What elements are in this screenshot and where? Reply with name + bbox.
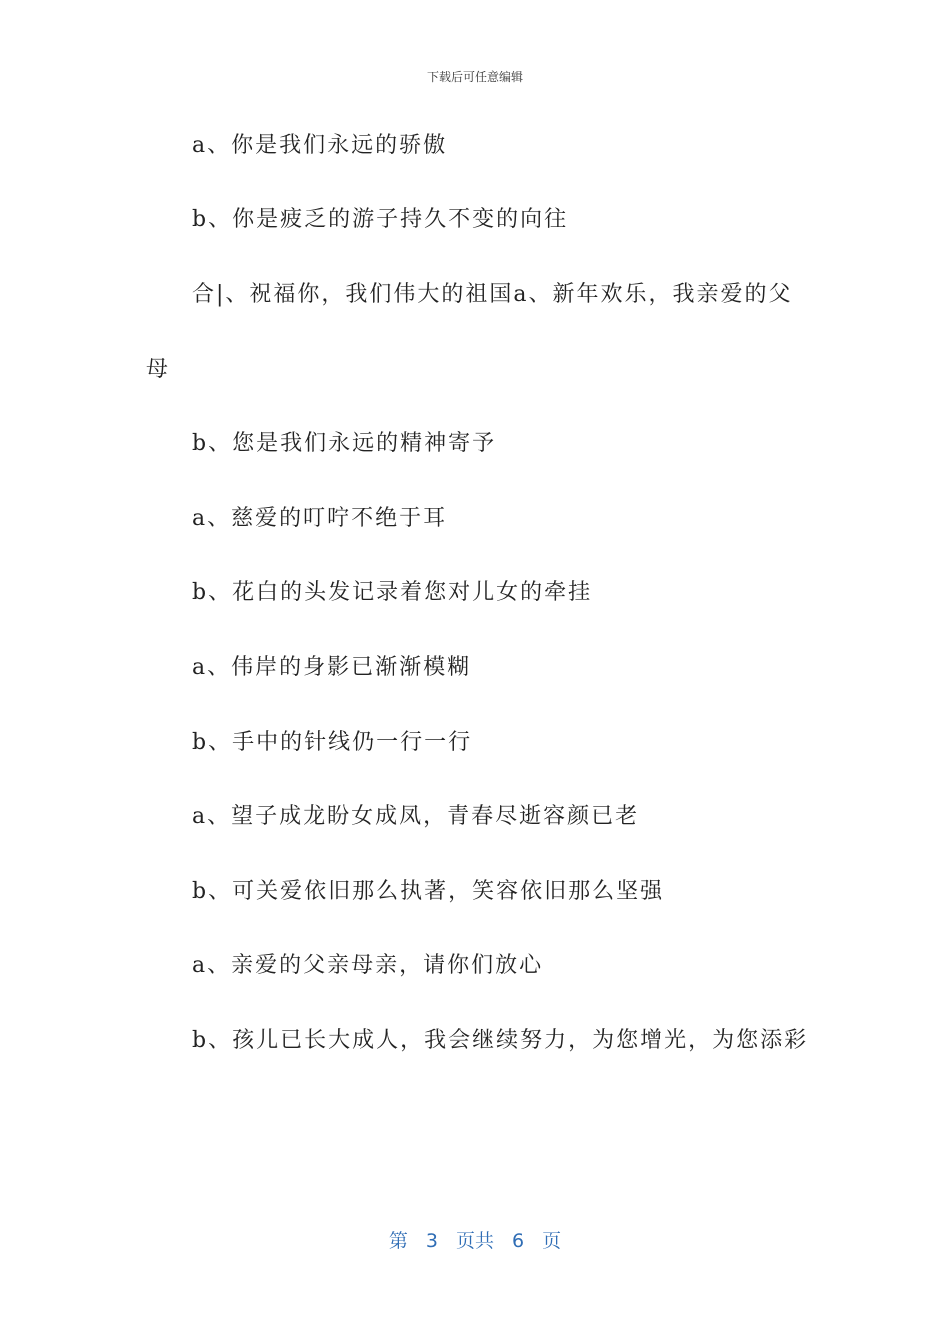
dialogue-line: b、孩儿已长大成人，我会继续努力，为您增光，为您添彩 (192, 1028, 809, 1053)
page-suffix: 页 (542, 1230, 562, 1252)
dialogue-line: a、亲爱的父亲母亲，请你们放心 (192, 953, 544, 978)
dialogue-line: a、伟岸的身影已渐渐模糊 (192, 655, 472, 680)
dialogue-line: a、慈爱的叮咛不绝于耳 (192, 506, 448, 531)
page-number: 3 (425, 1230, 438, 1252)
page-prefix: 第 (388, 1230, 408, 1252)
dialogue-line: b、花白的头发记录着您对儿女的牵挂 (192, 580, 593, 605)
dialogue-line: a、望子成龙盼女成凤，青春尽逝容颜已老 (192, 804, 640, 829)
dialogue-line: a、你是我们永远的骄傲 (192, 133, 448, 158)
dialogue-line: b、您是我们永远的精神寄予 (192, 431, 497, 456)
page-of: 页共 (455, 1230, 494, 1252)
dialogue-line: b、你是疲乏的游子持久不变的向往 (192, 207, 569, 232)
dialogue-line: b、手中的针线仍一行一行 (192, 730, 473, 755)
dialogue-line: 合|、祝福你，我们伟大的祖国a、新年欢乐，我亲爱的父 (192, 282, 793, 307)
dialogue-line-continuation: 母 (146, 357, 171, 382)
total-pages: 6 (512, 1230, 525, 1252)
page-header: 下载后可任意编辑 (426, 70, 523, 84)
dialogue-line: b、可关爱依旧那么执著，笑容依旧那么坚强 (192, 879, 665, 904)
page-footer (0, 1226, 950, 1253)
